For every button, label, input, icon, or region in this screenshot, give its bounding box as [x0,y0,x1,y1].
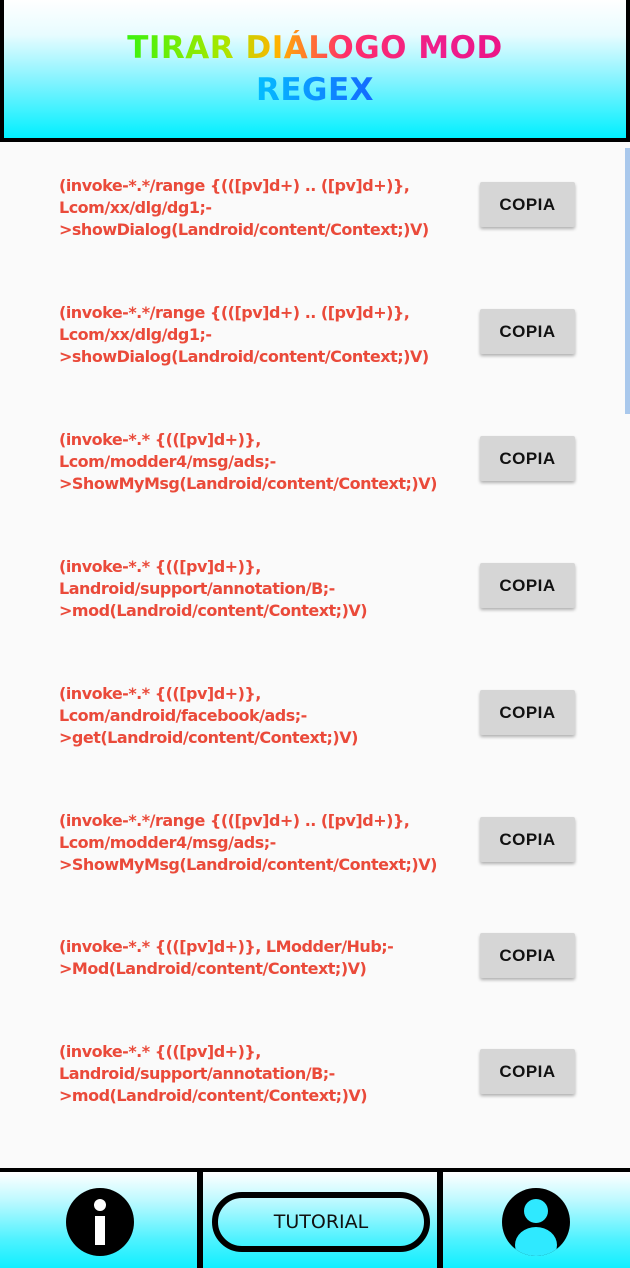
tutorial-button[interactable]: TUTORIAL [212,1192,430,1252]
copy-button[interactable]: COPIA [480,436,575,481]
bottom-nav [0,1168,630,1268]
regex-text: (invoke-*.* {(([pv]d+)}, Lcom/modder4/msg/ads;->ShowMyMsg(Landroid/content/Context;)V) [59,430,437,493]
app-title: TIRAR DIÁLOGO MOD [4,30,626,66]
scrollbar[interactable] [625,148,630,414]
nav-divider [197,1172,203,1268]
account-body [515,1227,557,1256]
app-header [0,0,630,142]
copy-button[interactable]: COPIA [480,1049,575,1094]
copy-button[interactable]: COPIA [480,563,575,608]
account-head [524,1199,548,1223]
regex-text: (invoke-*.*/range {(([pv]d+) .. ([pv]d+)}, Lcom/xx/dlg/dg1;->showDialog(Landroid/content/Context;)V) [59,303,429,366]
regex-text: (invoke-*.* {(([pv]d+)}, Landroid/support/annotation/B;->mod(Landroid/content/Context;)V) [59,1042,368,1105]
info-dot [94,1199,106,1211]
nav-divider [437,1172,443,1268]
copy-button[interactable]: COPIA [480,690,575,735]
info-stem [95,1216,105,1245]
copy-button[interactable]: COPIA [480,309,575,354]
app-subtitle: REGEX [4,72,626,108]
regex-text: (invoke-*.*/range {(([pv]d+) .. ([pv]d+)}, Lcom/xx/dlg/dg1;->showDialog(Landroid/content/Context;)V) [59,176,429,239]
account-icon[interactable] [502,1188,570,1256]
regex-text: (invoke-*.* {(([pv]d+)}, LModder/Hub;->Mod(Landroid/content/Context;)V) [59,937,394,978]
regex-list[interactable] [0,142,630,1168]
regex-text: (invoke-*.*/range {(([pv]d+) .. ([pv]d+)}, Lcom/modder4/msg/ads;->ShowMyMsg(Landroid/content/Context;)V) [59,811,437,874]
regex-text: (invoke-*.* {(([pv]d+)}, Lcom/android/facebook/ads;->get(Landroid/content/Context;)V) [59,684,358,747]
regex-text: (invoke-*.* {(([pv]d+)}, Landroid/support/annotation/B;->mod(Landroid/content/Context;)V) [59,557,368,620]
info-icon[interactable] [66,1188,134,1256]
copy-button[interactable]: COPIA [480,817,575,862]
copy-button[interactable]: COPIA [480,933,575,978]
copy-button[interactable]: COPIA [480,182,575,227]
